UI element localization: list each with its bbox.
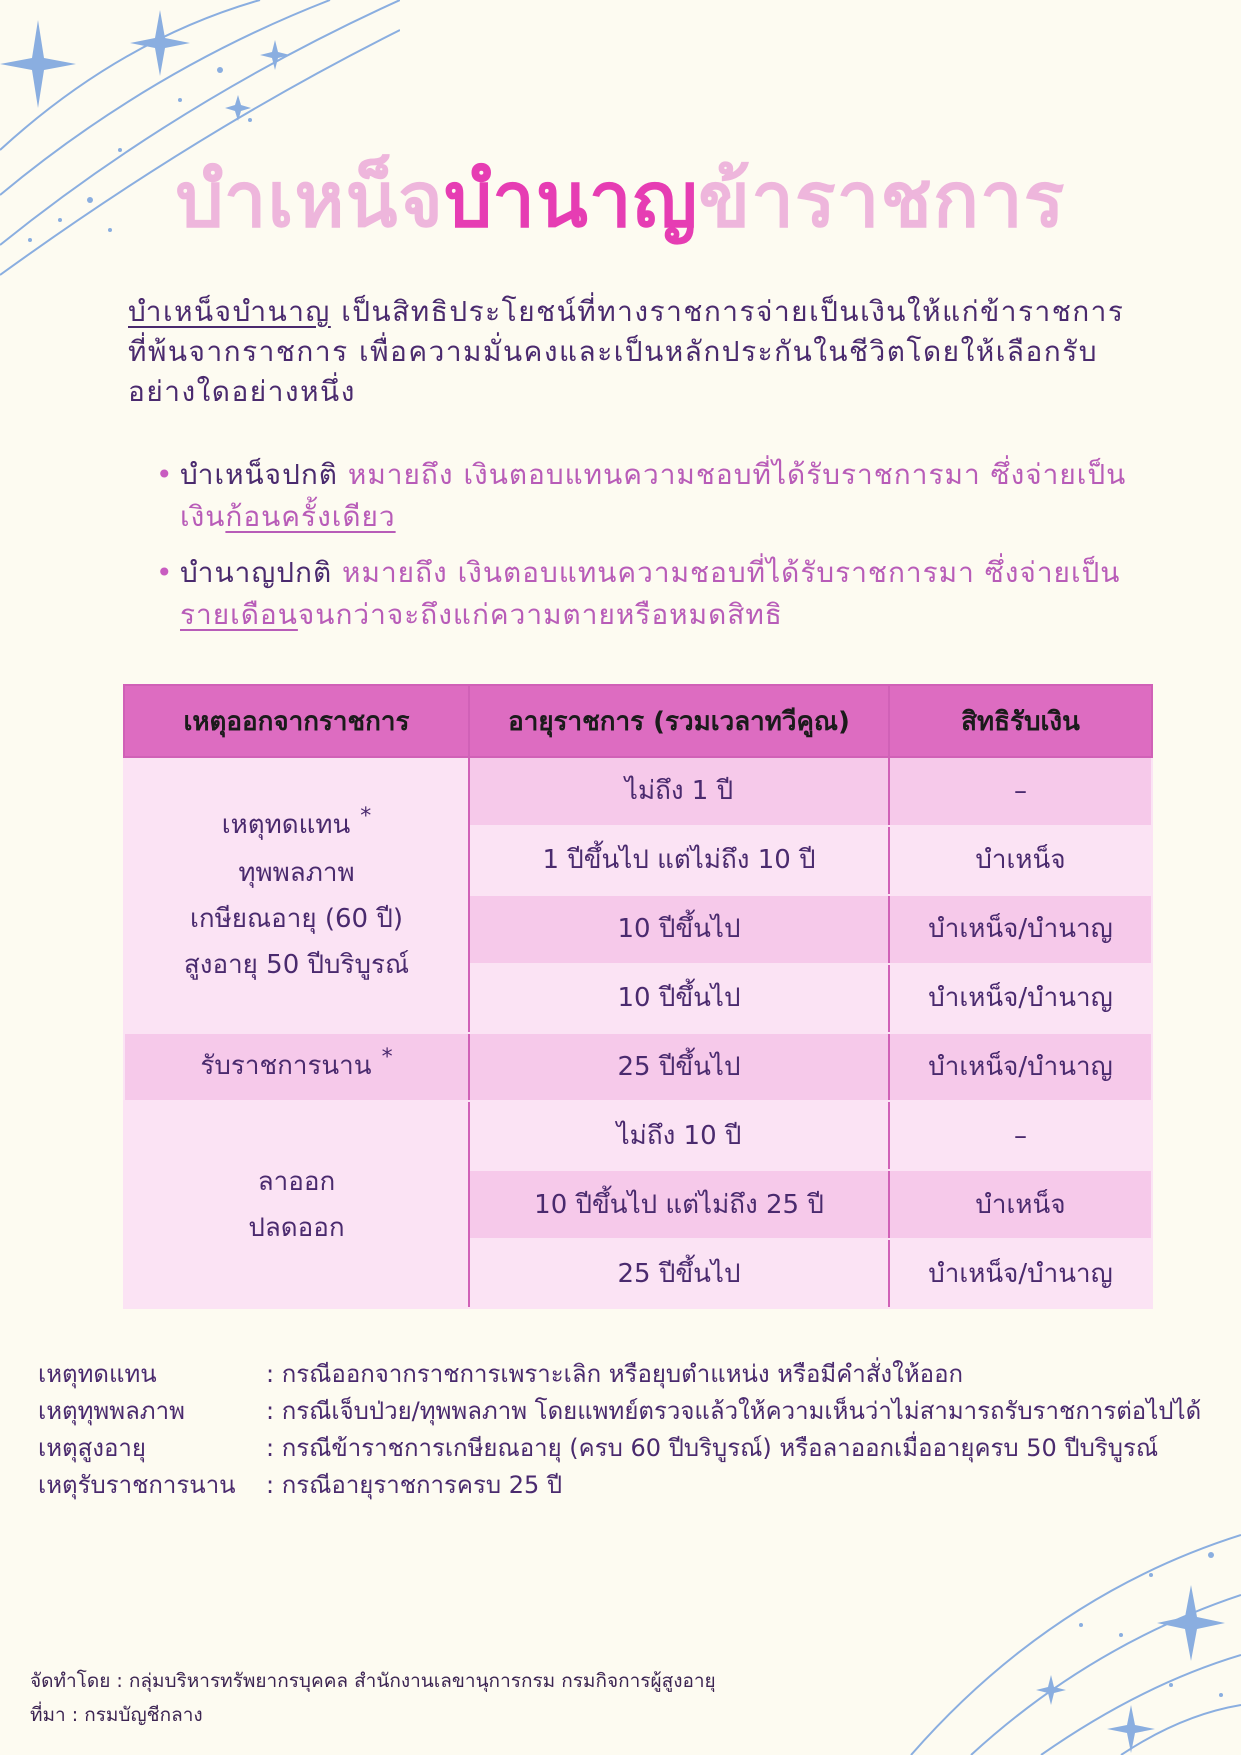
bullet-underlined: ก้อนครั้งเดียว [225,500,396,533]
footer-prepared-by: จัดทำโดย : กลุ่มบริหารทรัพยากรบุคคล สำนักงานเลขานุการกรม กรมกิจการผู้สูงอายุ [30,1670,716,1692]
bullet-item-bamnan [156,552,1140,636]
reason-cell-group1 [124,757,469,1033]
service-cell: ไม่ถึง 1 ปี [469,757,889,826]
header-service-years: อายุราชการ (รวมเวลาทวีคูณ) [469,685,889,757]
table-row [124,1101,1152,1170]
entitlement-cell: บำเหน็จ/บำนาญ [889,964,1152,1033]
header-reason: เหตุออกจากราชการ [124,685,469,757]
definition-term: เหตุสูงอายุ [38,1434,146,1462]
definition-term: เหตุทดแทน [38,1360,157,1388]
header-entitlement: สิทธิรับเงิน [889,685,1152,757]
definition-desc: : กรณีออกจากราชการเพราะเลิก หรือยุบตำแหน่ง หรือมีคำสั่งให้ออก [266,1360,964,1388]
asterisk-mark: * [381,1044,393,1070]
definition-desc: : กรณีข้าราชการเกษียณอายุ (ครบ 60 ปีบริบูรณ์) หรือลาออกเมื่ออายุครบ 50 ปีบริบูรณ์ [266,1434,1159,1462]
service-cell: 25 ปีขึ้นไป [469,1239,889,1308]
bullet-list [156,454,1140,650]
title-part-kharatchakan: ข้าราชการ [698,155,1066,244]
definition-term: เหตุทุพพลภาพ [38,1397,185,1425]
service-cell: 25 ปีขึ้นไป [469,1033,889,1102]
asterisk-mark: * [360,803,372,829]
bullet-item-bamnet [156,454,1140,538]
reason-text: ลาออก [257,1166,336,1197]
reason-text: รับราชการนาน [200,1050,372,1081]
entitlement-cell: บำเหน็จ/บำนาญ [889,895,1152,964]
page-title [0,140,1241,260]
definitions-list [38,1356,1218,1504]
pension-rights-table [123,684,1153,1309]
reason-text: เกษียณอายุ (60 ปี) [190,903,403,934]
definition-desc: : กรณีอายุราชการครบ 25 ปี [266,1471,563,1499]
definition-item [38,1430,1218,1467]
entitlement-cell: บำเหน็จ/บำนาญ [889,1033,1152,1102]
reason-cell-group2 [124,1033,469,1102]
bullet-dot-icon: • [156,556,174,589]
table-row [124,757,1152,826]
reason-text: สูงอายุ 50 ปีบริบูรณ์ [183,949,410,980]
service-cell: 10 ปีขึ้นไป [469,895,889,964]
entitlement-cell: บำเหน็จ [889,826,1152,895]
footer [30,1664,716,1732]
entitlement-cell: – [889,757,1152,826]
entitlement-cell: – [889,1101,1152,1170]
definition-item [38,1467,1218,1504]
intro-text: เป็นสิทธิประโยชน์ที่ทางราชการจ่ายเป็นเงินให้แก่ข้าราชการที่พ้นจากราชการ เพื่อความมั่นคงและเป็นหลักประกันในชีวิตโดยให้เลือกรับอย่างใดอย่างหนึ่ง [128,295,1125,408]
reason-cell-group3 [124,1101,469,1308]
bullet-term: บำนาญปกติ [180,556,333,589]
footer-source: ที่มา : กรมบัญชีกลาง [30,1704,203,1726]
bullet-text: หมายถึง เงินตอบแทนความชอบที่ได้รับราชการมา ซึ่งจ่ายเป็น [332,556,1121,589]
bullet-dot-icon: • [156,458,174,491]
table-header-row [124,685,1152,757]
definition-item [38,1356,1218,1393]
service-cell: 10 ปีขึ้นไป แต่ไม่ถึง 25 ปี [469,1170,889,1239]
definition-item [38,1393,1218,1430]
reason-text: เหตุทดแทน [221,809,351,840]
intro-paragraph [128,292,1128,412]
intro-term: บำเหน็จบำนาญ [128,295,331,328]
title-part-bamnet: บำเหน็จ [175,155,444,244]
entitlement-cell: บำเหน็จ/บำนาญ [889,1239,1152,1308]
bullet-text-after: จนกว่าจะถึงแก่ความตายหรือหมดสิทธิ [297,598,783,631]
bullet-text: หมายถึง เงินตอบแทนความชอบที่ได้รับราชการมา ซึ่งจ่ายเป็นเงิน [180,458,1127,533]
reason-text: ปลดออก [248,1212,345,1243]
table-row [124,1033,1152,1102]
definition-term: เหตุรับราชการนาน [38,1471,236,1499]
service-cell: 10 ปีขึ้นไป [469,964,889,1033]
bullet-underlined: รายเดือน [180,598,298,631]
bullet-term: บำเหน็จปกติ [180,458,338,491]
title-part-bamnan: บำนาญ [443,155,699,244]
reason-text: ทุพพลภาพ [238,857,355,888]
entitlement-cell: บำเหน็จ [889,1170,1152,1239]
service-cell: ไม่ถึง 10 ปี [469,1101,889,1170]
service-cell: 1 ปีขึ้นไป แต่ไม่ถึง 10 ปี [469,826,889,895]
definition-desc: : กรณีเจ็บป่วย/ทุพพลภาพ โดยแพทย์ตรวจแล้วให้ความเห็นว่าไม่สามารถรับราชการต่อไปได้ [266,1397,1202,1425]
